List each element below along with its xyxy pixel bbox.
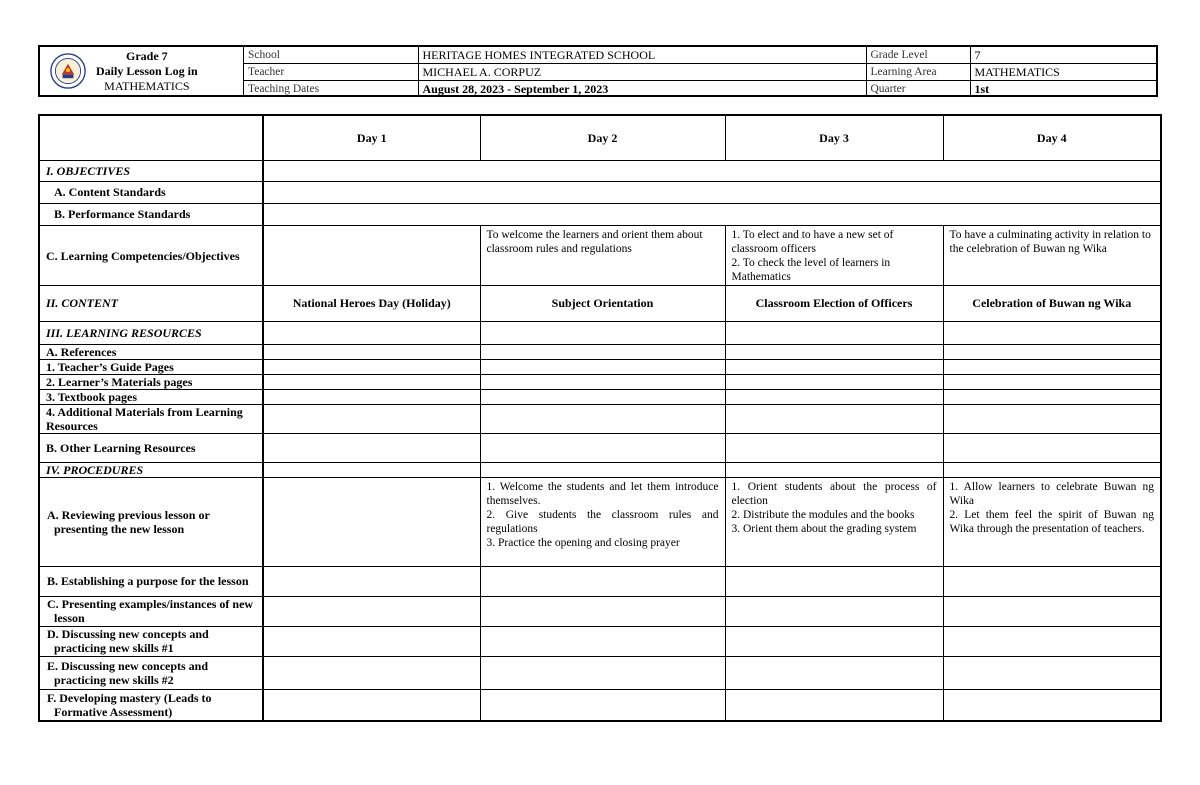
reviewing-day4-item: 1. Allow learners to celebrate Buwan ng Wika — [949, 481, 1154, 508]
teachers-guide-row — [40, 359, 1160, 374]
performance-standards-cell — [263, 203, 1160, 225]
content-row — [40, 286, 1160, 321]
title-grade: Grade 7 — [126, 48, 168, 63]
content-standards-row — [40, 181, 1160, 203]
reviewing-day4-item: 2. Let them feel the spirit of Buwan ng Wika through the presentation of teachers. — [949, 509, 1154, 536]
objectives-row — [40, 160, 1160, 181]
competencies-day1 — [263, 226, 480, 286]
learners-materials-row — [40, 374, 1160, 389]
lesson-log-header — [38, 45, 1158, 97]
learners-materials-label: 2. Learner’s Materials pages — [40, 374, 263, 389]
performance-standards-row — [40, 203, 1160, 225]
discussing2-row — [40, 657, 1160, 690]
presenting-row — [40, 596, 1160, 626]
school-value: HERITAGE HOMES INTEGRATED SCHOOL — [418, 47, 866, 64]
teaching-dates-value: August 28, 2023 - September 1, 2023 — [418, 81, 866, 98]
competency-day3-item: 2. To check the level of learners in Mathematics — [731, 257, 891, 284]
textbook-label: 3. Textbook pages — [40, 389, 263, 404]
performance-standards-label: B. Performance Standards — [40, 203, 263, 225]
header-info — [244, 47, 1156, 95]
content-day4: Celebration of Buwan ng Wika — [943, 286, 1160, 321]
reviewing-day4 — [943, 478, 1160, 566]
lesson-log-table — [38, 114, 1162, 722]
developing-row — [40, 690, 1160, 720]
teacher-label: Teacher — [244, 64, 418, 81]
day-4-header: Day 4 — [943, 116, 1160, 160]
content-day2: Subject Orientation — [480, 286, 725, 321]
reviewing-day1 — [263, 478, 480, 566]
header-title — [96, 49, 198, 94]
learning-resources-heading: III. LEARNING RESOURCES — [40, 321, 263, 344]
learning-area-label: Learning Area — [866, 64, 970, 81]
reviewing-label: A. Reviewing previous lesson or presenting the new lesson — [40, 478, 263, 566]
learning-competencies-label: C. Learning Competencies/Objectives — [40, 226, 263, 286]
references-row — [40, 344, 1160, 359]
reviewing-day2-item: 2. Give students the classroom rules and regulations — [486, 509, 719, 536]
competencies-day3 — [725, 226, 943, 286]
reviewing-row — [40, 478, 1160, 566]
teachers-guide-label: 1. Teacher’s Guide Pages — [40, 359, 263, 374]
presenting-label: C. Presenting examples/instances of new lesson — [40, 596, 263, 626]
reviewing-day3-item: 3. Orient them about the grading system — [731, 523, 917, 536]
procedures-heading: IV. PROCEDURES — [40, 463, 263, 478]
procedures-row — [40, 463, 1160, 478]
content-standards-label: A. Content Standards — [40, 181, 263, 203]
teaching-dates-label: Teaching Dates — [244, 81, 418, 98]
teacher-value: MICHAEL A. CORPUZ — [418, 64, 866, 81]
content-day3: Classroom Election of Officers — [725, 286, 943, 321]
day-header-row — [40, 116, 1160, 160]
developing-label: F. Developing mastery (Leads to Formative Assessment) — [40, 690, 263, 720]
discussing1-label: D. Discussing new concepts and practicing new skills #1 — [40, 626, 263, 656]
title-subject: MATHEMATICS — [104, 78, 190, 93]
additional-materials-row — [40, 404, 1160, 433]
grade-level-label: Grade Level — [866, 47, 970, 64]
other-resources-label: B. Other Learning Resources — [40, 434, 263, 463]
school-label: School — [244, 47, 418, 64]
discussing2-label: E. Discussing new concepts and practicing new skills #2 — [40, 657, 263, 690]
establishing-row — [40, 566, 1160, 596]
other-resources-row — [40, 434, 1160, 463]
references-label: A. References — [40, 344, 263, 359]
objectives-heading: I. OBJECTIVES — [40, 160, 263, 181]
content-heading: II. CONTENT — [40, 286, 263, 321]
competencies-day4: To have a culminating activity in relation to the celebration of Buwan ng Wika — [943, 226, 1160, 286]
textbook-row — [40, 389, 1160, 404]
day-3-header: Day 3 — [725, 116, 943, 160]
objectives-cell — [263, 160, 1160, 181]
reviewing-day3-item: 2. Distribute the modules and the books — [731, 509, 915, 522]
corner-cell — [40, 116, 263, 160]
establishing-label: B. Establishing a purpose for the lesson — [40, 566, 263, 596]
learning-area-value: MATHEMATICS — [970, 64, 1156, 81]
discussing1-row — [40, 626, 1160, 656]
reviewing-day3-item: 1. Orient students about the process of election — [731, 481, 937, 508]
grade-level-value: 7 — [970, 47, 1156, 64]
title-log: Daily Lesson Log in — [96, 63, 198, 78]
day-1-header: Day 1 — [263, 116, 480, 160]
deped-seal-icon — [50, 53, 86, 89]
competency-day3-item: 1. To elect and to have a new set of classroom officers — [731, 229, 894, 256]
day-2-header: Day 2 — [480, 116, 725, 160]
header-info-table — [244, 47, 1156, 97]
reviewing-day3 — [725, 478, 943, 566]
competencies-day2: To welcome the learners and orient them about classroom rules and regulations — [480, 226, 725, 286]
reviewing-day2-item: 3. Practice the opening and closing prayer — [486, 537, 680, 550]
reviewing-day2 — [480, 478, 725, 566]
learning-competencies-row — [40, 226, 1160, 286]
learning-resources-row — [40, 321, 1160, 344]
content-day1: National Heroes Day (Holiday) — [263, 286, 480, 321]
lesson-grid — [40, 116, 1160, 720]
header-title-block — [40, 47, 244, 95]
additional-materials-label: 4. Additional Materials from Learning Resources — [40, 404, 263, 433]
reviewing-day2-item: 1. Welcome the students and let them introduce themselves. — [486, 481, 719, 508]
content-standards-cell — [263, 181, 1160, 203]
quarter-value: 1st — [970, 81, 1156, 98]
quarter-label: Quarter — [866, 81, 970, 98]
